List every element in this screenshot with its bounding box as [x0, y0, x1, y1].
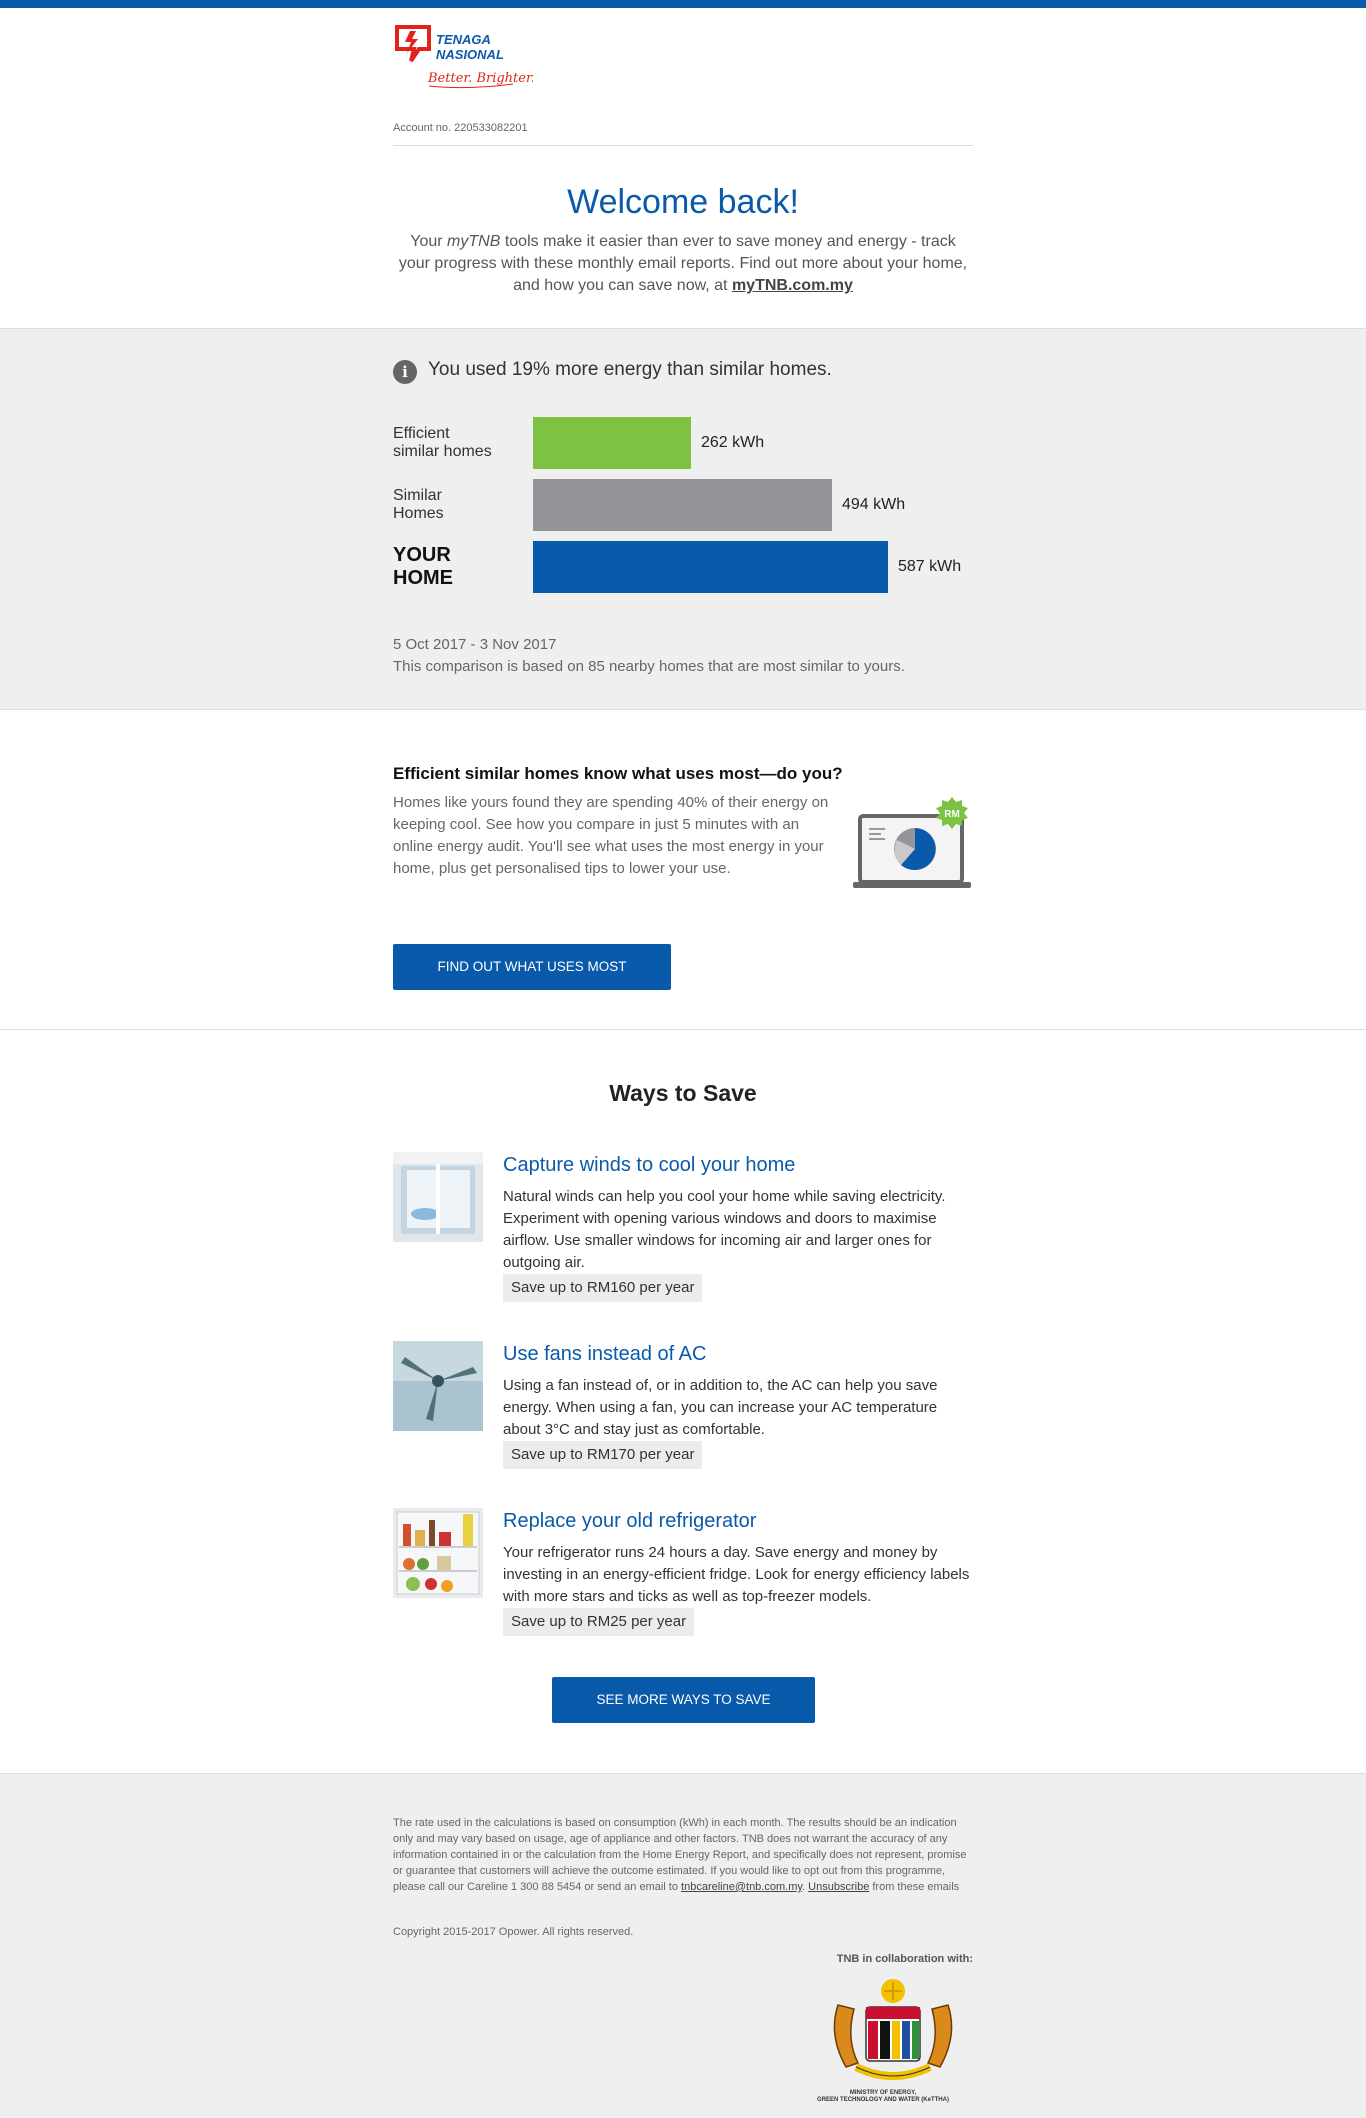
tnb-logo[interactable] — [393, 24, 533, 94]
tip-savings-badge: Save up to RM25 per year — [503, 1608, 694, 1636]
see-more-ways-button[interactable]: SEE MORE WAYS TO SAVE — [552, 1677, 815, 1723]
find-out-button[interactable]: FIND OUT WHAT USES MOST — [393, 944, 671, 990]
bar-value-your-home: 587 kWh — [898, 558, 962, 575]
account-label: Account no. — [393, 122, 452, 134]
brand-tagline: Better. Brighter. — [428, 71, 533, 86]
careline-email-link[interactable]: tnbcareline@tnb.com.my — [681, 1881, 803, 1893]
account-value: 220533082201 — [454, 122, 528, 134]
bar-row-efficient — [393, 417, 973, 469]
tip-text: Natural winds can help you cool your home while saving electricity. Experiment with opening various windows and doors to maximise airflow. Use smaller windows for incoming air and larger ones for outgoing air. — [503, 1188, 946, 1271]
welcome-text-before: Your — [410, 233, 448, 250]
bar-label-line2: Homes — [393, 505, 444, 522]
bar-label-line1: Efficient — [393, 425, 450, 442]
ceiling-fan-photo — [393, 1341, 483, 1431]
ways-to-save-title: Ways to Save — [609, 1080, 757, 1106]
top-accent-bar — [0, 0, 1366, 8]
bar-similar — [533, 479, 832, 531]
brand-line1: TENAGA — [436, 32, 491, 47]
bar-label-efficient — [393, 425, 513, 461]
account-number — [393, 122, 528, 134]
tip-title[interactable]: Use fans instead of AC — [503, 1343, 707, 1365]
bar-label-line1: Similar — [393, 487, 442, 504]
audit-text: Homes like yours found they are spending 40% of their energy on keeping cool. See how you compare in just 5 minutes with an online energy audit. You'll see what uses the most energy in your home, plus get personalised tips to lower your use. — [393, 794, 829, 877]
audit-title: Efficient similar homes know what uses most—do you? — [393, 764, 843, 783]
bar-label-line1: YOUR — [393, 544, 451, 566]
tip-title[interactable]: Replace your old refrigerator — [503, 1510, 757, 1532]
disclaimer-text: The rate used in the calculations is based on consumption (kWh) in each month. The results should be an indication only and may vary based on usage, age of appliance and other factors. TNB does not warrant the accuracy of any information contained in or the calculation from the Home Energy Report, and specifically does not represent, promise or guarantee that customers will achieve the outcome estimated. If you would like to opt out from this programme, please call our Careline 1 300 88 5454 or send an email to — [393, 1817, 967, 1893]
bar-value-efficient: 262 kWh — [701, 434, 765, 451]
section-divider — [0, 1029, 1366, 1030]
copyright: Copyright 2015-2017 Opower. All rights reserved. — [393, 1926, 634, 1938]
divider — [393, 145, 973, 146]
tip-savings-badge: Save up to RM170 per year — [503, 1441, 702, 1469]
welcome-text — [393, 231, 973, 297]
tip-title[interactable]: Capture winds to cool your home — [503, 1154, 796, 1176]
collaboration-label: TNB in collaboration with: — [836, 1953, 973, 1965]
tip-text: Using a fan instead of, or in addition to, the AC can help you save energy. When using a fan, you can increase your AC temperature about 3°C and stay just as comfortable. — [503, 1377, 938, 1438]
ministry-caption — [793, 2090, 973, 2104]
bar-label-line2: similar homes — [393, 443, 492, 460]
bar-row-your-home — [393, 541, 973, 593]
tip-savings-badge: Save up to RM160 per year — [503, 1274, 702, 1302]
mytnb-link[interactable]: myTNB.com.my — [731, 277, 853, 294]
window-photo — [393, 1152, 483, 1242]
bar-label-similar — [393, 487, 513, 523]
ministry-line1: MINISTRY OF ENERGY, — [849, 2090, 917, 2096]
comparison-headline: You used 19% more energy than similar homes. — [428, 359, 832, 380]
tip-text: Your refrigerator runs 24 hours a day. Save energy and money by investing in an energy-efficient fridge. Look for energy efficiency labels with more stars and ticks as well as top-freezer models. — [503, 1544, 970, 1605]
bar-value-similar: 494 kWh — [842, 496, 906, 513]
laptop-pie-illustration — [851, 796, 973, 892]
rm-badge: RM — [944, 809, 960, 820]
period-dates: 5 Oct 2017 - 3 Nov 2017 — [393, 636, 557, 653]
bar-label-line2: HOME — [393, 567, 453, 589]
bar-label-your-home — [393, 544, 513, 590]
comparison-period — [393, 634, 905, 678]
unsubscribe-after: from these emails — [869, 1881, 960, 1893]
welcome-title: Welcome back! — [567, 183, 799, 221]
brand-line2: NASIONAL — [436, 47, 504, 62]
info-icon: i — [393, 360, 417, 384]
bar-row-similar — [393, 479, 973, 531]
unsubscribe-link[interactable]: Unsubscribe — [808, 1881, 870, 1893]
malaysia-coat-of-arms-logo — [818, 1975, 968, 2095]
welcome-brand: myTNB — [447, 233, 501, 250]
refrigerator-photo — [393, 1508, 483, 1598]
comparison-basis: This comparison is based on 85 nearby homes that are most similar to yours. — [393, 658, 905, 675]
disclaimer: The rate used in the calculations is based on consumption (kWh) in each month. The results should be an indication only and may vary based on usage, age of appliance and other factors. TNB does not warrant the accuracy of any information contained in or the calculation from the Home Energy Report, and specifically does not represent, promise or guarantee that customers will achieve the outcome estimated. If you would like to opt out from this programme, please call our Careline 1 300 88 5454 or send an email to tnbcareline@tnb.com.my. Unsubscribe from these emails — [393, 1817, 967, 1893]
welcome-text-after: tools make it easier than ever to save money and energy - track your progress with these monthly email reports. Find out more about your home, and how you can save now, at — [398, 233, 968, 294]
ministry-line2: GREEN TECHNOLOGY AND WATER (KeTTHA) — [817, 2097, 949, 2103]
bar-efficient — [533, 417, 691, 469]
bar-your-home — [533, 541, 888, 593]
